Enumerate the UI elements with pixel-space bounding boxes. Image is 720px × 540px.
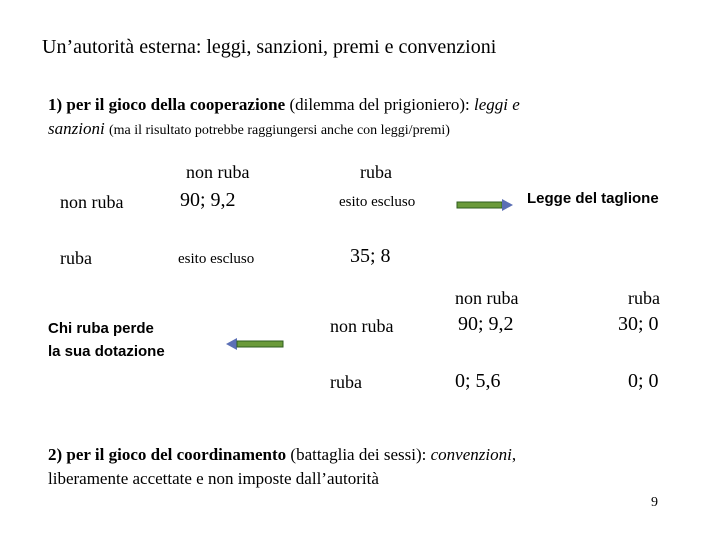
section1-bold: per il gioco della cooperazione	[66, 95, 286, 114]
m1-col-header-0: non ruba	[186, 162, 250, 182]
m1-cell-0-1: esito escluso	[339, 194, 416, 210]
section2-italic: convenzioni	[430, 445, 512, 464]
m1-col-header-1: ruba	[360, 162, 392, 182]
m1-row-header-0: non ruba	[60, 192, 124, 212]
m2-cell-0-0: 90; 9,2	[458, 313, 514, 335]
m1-row-header-1: ruba	[60, 248, 92, 268]
m2-cell-0-1: 30; 0	[618, 313, 659, 335]
section1-note: (ma il risultato potrebbe raggiungersi anche con leggi/premi)	[108, 123, 450, 138]
slide-title: Un’autorità esterna: leggi, sanzioni, premi e convenzioni	[42, 36, 497, 58]
section2-line1	[48, 445, 516, 465]
section2-bold: per il gioco del coordinamento	[66, 445, 287, 464]
section1-line2	[48, 119, 450, 139]
section1-line1	[48, 95, 520, 115]
penalty-label-line1: Chi ruba perde	[48, 320, 154, 337]
section2-number: 2)	[48, 445, 63, 464]
section1-number: 1)	[48, 95, 63, 114]
m2-row-header-1: ruba	[330, 372, 362, 392]
m2-row-header-0: non ruba	[330, 316, 394, 336]
section1-italic1: leggi e	[474, 95, 520, 114]
m1-cell-0-0: 90; 9,2	[180, 189, 236, 211]
m2-cell-1-0: 0; 5,6	[455, 370, 501, 392]
section1-italic2: sanzioni	[48, 119, 105, 138]
m1-cell-1-1: 35; 8	[350, 245, 391, 267]
section2-paren: (battaglia dei sessi):	[290, 445, 427, 464]
m2-col-header-1: ruba	[628, 288, 660, 308]
law-label: Legge del taglione	[527, 190, 659, 207]
m2-col-header-0: non ruba	[455, 288, 519, 308]
section1-paren: (dilemma del prigioniero):	[289, 95, 470, 114]
penalty-label-line2: la sua dotazione	[48, 343, 165, 360]
page-number: 9	[651, 495, 658, 510]
left-arrow-icon	[225, 336, 285, 352]
m2-cell-1-1: 0; 0	[628, 370, 659, 392]
right-arrow-icon	[456, 197, 514, 213]
section2-line2: liberamente accettate e non imposte dall’autorità	[48, 469, 379, 488]
section2-comma: ,	[511, 445, 517, 464]
m1-cell-1-0: esito escluso	[178, 251, 255, 267]
